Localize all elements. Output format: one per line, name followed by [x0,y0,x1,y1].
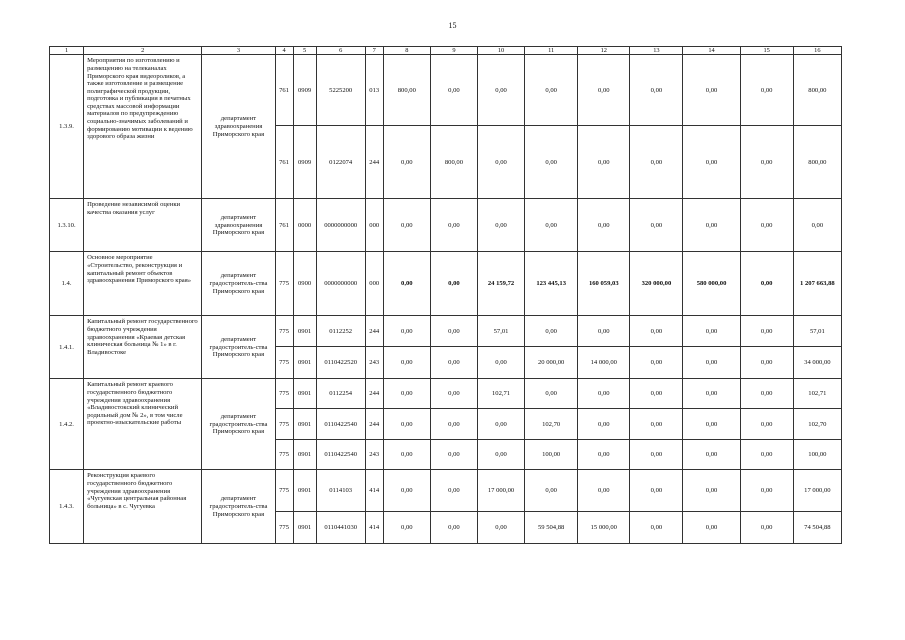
cell-col-5: 0909 [293,55,316,126]
cell-col-15: 0,00 [740,199,793,252]
cell-col-5: 0900 [293,252,316,316]
cell-col-8: 0,00 [383,409,430,440]
cell-col-16: 102,71 [793,379,841,409]
cell-col-12: 15 000,00 [578,512,630,544]
cell-col-8: 0,00 [383,252,430,316]
cell-col-15: 0,00 [740,126,793,199]
cell-col-8: 0,00 [383,316,430,347]
table-row [50,199,842,252]
cell-col-13: 0,00 [630,470,683,512]
row-id: 1.4.2. [50,379,84,470]
column-number-row [50,47,842,55]
cell-col-16: 17 000,00 [793,470,841,512]
cell-col-10: 0,00 [477,199,524,252]
cell-col-10: 102,71 [477,379,524,409]
column-number-13: 13 [630,47,683,55]
cell-col-4: 761 [275,199,293,252]
cell-col-14: 0,00 [683,379,740,409]
cell-col-4: 775 [275,347,293,379]
cell-col-4: 775 [275,409,293,440]
cell-col-16: 102,70 [793,409,841,440]
row-name: Капитальный ремонт государственного бюджетного учреждения здравоохранения «Краевая детская клиническая больница № 1» в г. Владивостоке [84,316,202,379]
column-number-5: 5 [293,47,316,55]
cell-col-8: 0,00 [383,440,430,470]
cell-col-10: 0,00 [477,512,524,544]
cell-col-5: 0000 [293,199,316,252]
column-number-1: 1 [50,47,84,55]
cell-col-9: 0,00 [430,512,477,544]
cell-col-8: 0,00 [383,512,430,544]
cell-col-7: 243 [365,347,383,379]
cell-col-12: 0,00 [578,55,630,126]
cell-col-12: 0,00 [578,316,630,347]
cell-col-6: 0110422540 [316,440,365,470]
cell-col-12: 0,00 [578,379,630,409]
cell-col-10: 0,00 [477,409,524,440]
cell-col-13: 0,00 [630,126,683,199]
column-number-9: 9 [430,47,477,55]
cell-col-4: 775 [275,512,293,544]
cell-col-13: 0,00 [630,409,683,440]
cell-col-12: 0,00 [578,440,630,470]
cell-col-10: 0,00 [477,440,524,470]
cell-col-13: 0,00 [630,379,683,409]
cell-col-16: 74 504,88 [793,512,841,544]
table-body [50,47,842,544]
cell-col-11: 102,70 [525,409,578,440]
cell-col-8: 0,00 [383,126,430,199]
row-name: Реконструкция краевого государственного бюджетного учреждения здравоохранения «Чугуевская центральная районная больница» в с. Чугуевка [84,470,202,544]
cell-col-6: 0110422540 [316,409,365,440]
cell-col-5: 0901 [293,347,316,379]
cell-col-4: 775 [275,316,293,347]
cell-col-9: 0,00 [430,440,477,470]
cell-col-13: 0,00 [630,55,683,126]
row-department: департамент здравоохранения Приморского края [202,199,275,252]
cell-col-7: 414 [365,512,383,544]
cell-col-7: 013 [365,55,383,126]
row-name: Основное мероприятие «Строительство, реконструкция и капитальный ремонт объектов здравоохранения Приморского края» [84,252,202,316]
cell-col-14: 0,00 [683,470,740,512]
cell-col-6: 0000000000 [316,252,365,316]
table-row [50,252,842,316]
row-department: департамент градостроитель-ства Приморского края [202,470,275,544]
row-name: Проведение независимой оценки качества оказания услуг [84,199,202,252]
budget-table [49,46,842,544]
cell-col-11: 0,00 [525,470,578,512]
cell-col-10: 57,01 [477,316,524,347]
cell-col-11: 0,00 [525,199,578,252]
cell-col-15: 0,00 [740,379,793,409]
cell-col-7: 000 [365,252,383,316]
row-id: 1.4. [50,252,84,316]
cell-col-9: 0,00 [430,199,477,252]
cell-col-14: 580 000,00 [683,252,740,316]
column-number-14: 14 [683,47,740,55]
cell-col-9: 0,00 [430,379,477,409]
cell-col-8: 0,00 [383,379,430,409]
column-number-8: 8 [383,47,430,55]
cell-col-6: 0110422520 [316,347,365,379]
column-number-15: 15 [740,47,793,55]
row-id: 1.3.10. [50,199,84,252]
cell-col-4: 761 [275,55,293,126]
cell-col-13: 320 000,00 [630,252,683,316]
row-id: 1.3.9. [50,55,84,199]
cell-col-7: 414 [365,470,383,512]
cell-col-4: 775 [275,252,293,316]
cell-col-10: 0,00 [477,126,524,199]
cell-col-15: 0,00 [740,440,793,470]
cell-col-11: 0,00 [525,316,578,347]
cell-col-9: 800,00 [430,126,477,199]
cell-col-14: 0,00 [683,440,740,470]
cell-col-14: 0,00 [683,316,740,347]
cell-col-4: 775 [275,440,293,470]
cell-col-15: 0,00 [740,512,793,544]
column-number-10: 10 [477,47,524,55]
cell-col-16: 800,00 [793,126,841,199]
cell-col-5: 0901 [293,409,316,440]
table-row [50,316,842,347]
cell-col-7: 244 [365,379,383,409]
cell-col-6: 0122074 [316,126,365,199]
column-number-3: 3 [202,47,275,55]
cell-col-15: 0,00 [740,55,793,126]
column-number-4: 4 [275,47,293,55]
cell-col-16: 57,01 [793,316,841,347]
cell-col-4: 775 [275,470,293,512]
cell-col-9: 0,00 [430,316,477,347]
cell-col-15: 0,00 [740,252,793,316]
row-id: 1.4.1. [50,316,84,379]
cell-col-6: 0110441030 [316,512,365,544]
table-row [50,470,842,512]
cell-col-8: 0,00 [383,470,430,512]
cell-col-12: 0,00 [578,470,630,512]
column-number-11: 11 [525,47,578,55]
cell-col-7: 244 [365,316,383,347]
cell-col-11: 20 000,00 [525,347,578,379]
cell-col-9: 0,00 [430,470,477,512]
cell-col-15: 0,00 [740,316,793,347]
cell-col-16: 34 000,00 [793,347,841,379]
cell-col-14: 0,00 [683,55,740,126]
cell-col-13: 0,00 [630,316,683,347]
cell-col-10: 24 159,72 [477,252,524,316]
cell-col-14: 0,00 [683,347,740,379]
cell-col-5: 0901 [293,379,316,409]
page-number: 15 [448,21,457,30]
cell-col-5: 0909 [293,126,316,199]
cell-col-11: 123 445,13 [525,252,578,316]
row-name: Капитальный ремонт краевого государственного бюджетного учреждения здравоохранения «Владивостокский клинический родильный дом № 2», в том числе проектно-изыскательские работы [84,379,202,470]
cell-col-14: 0,00 [683,512,740,544]
cell-col-6: 0112254 [316,379,365,409]
cell-col-16: 1 207 663,88 [793,252,841,316]
table-row [50,55,842,126]
cell-col-6: 5225200 [316,55,365,126]
cell-col-7: 244 [365,409,383,440]
cell-col-8: 800,00 [383,55,430,126]
cell-col-5: 0901 [293,316,316,347]
cell-col-15: 0,00 [740,470,793,512]
cell-col-7: 244 [365,126,383,199]
cell-col-8: 0,00 [383,199,430,252]
cell-col-14: 0,00 [683,199,740,252]
cell-col-4: 775 [275,379,293,409]
cell-col-8: 0,00 [383,347,430,379]
cell-col-5: 0901 [293,440,316,470]
cell-col-11: 59 504,88 [525,512,578,544]
cell-col-15: 0,00 [740,347,793,379]
cell-col-11: 0,00 [525,126,578,199]
cell-col-12: 0,00 [578,409,630,440]
cell-col-5: 0901 [293,512,316,544]
cell-col-15: 0,00 [740,409,793,440]
row-department: департамент градостроитель-ства Приморского края [202,252,275,316]
cell-col-11: 0,00 [525,379,578,409]
row-department: департамент градостроитель-ства Приморского края [202,379,275,470]
cell-col-11: 0,00 [525,55,578,126]
cell-col-10: 17 000,00 [477,470,524,512]
column-number-2: 2 [84,47,202,55]
cell-col-13: 0,00 [630,512,683,544]
cell-col-9: 0,00 [430,252,477,316]
row-name: Мероприятия по изготовлению и размещению на телеканалах Приморского края видеороликов, а также изготовление и размещение полиграфической продукции, подготовка и публикация в печатных средствах массовой информации материалов по предупреждению социально-значимых заболеваний и формированию мотивации к ведению здорового образа жизни [84,55,202,199]
cell-col-13: 0,00 [630,440,683,470]
cell-col-5: 0901 [293,470,316,512]
column-number-6: 6 [316,47,365,55]
cell-col-13: 0,00 [630,347,683,379]
cell-col-12: 0,00 [578,126,630,199]
cell-col-10: 0,00 [477,347,524,379]
cell-col-12: 14 000,00 [578,347,630,379]
column-number-12: 12 [578,47,630,55]
cell-col-7: 000 [365,199,383,252]
table-row [50,379,842,409]
cell-col-16: 0,00 [793,199,841,252]
cell-col-13: 0,00 [630,199,683,252]
row-id: 1.4.3. [50,470,84,544]
column-number-16: 16 [793,47,841,55]
cell-col-16: 100,00 [793,440,841,470]
cell-col-10: 0,00 [477,55,524,126]
cell-col-12: 0,00 [578,199,630,252]
cell-col-12: 160 059,03 [578,252,630,316]
cell-col-6: 0112252 [316,316,365,347]
cell-col-11: 100,00 [525,440,578,470]
row-department: департамент градостроитель-ства Приморского края [202,316,275,379]
cell-col-7: 243 [365,440,383,470]
cell-col-9: 0,00 [430,55,477,126]
cell-col-6: 0000000000 [316,199,365,252]
column-number-7: 7 [365,47,383,55]
cell-col-9: 0,00 [430,347,477,379]
cell-col-9: 0,00 [430,409,477,440]
cell-col-6: 0114103 [316,470,365,512]
cell-col-4: 761 [275,126,293,199]
row-department: департамент здравоохранения Приморского края [202,55,275,199]
cell-col-16: 800,00 [793,55,841,126]
cell-col-14: 0,00 [683,409,740,440]
cell-col-14: 0,00 [683,126,740,199]
